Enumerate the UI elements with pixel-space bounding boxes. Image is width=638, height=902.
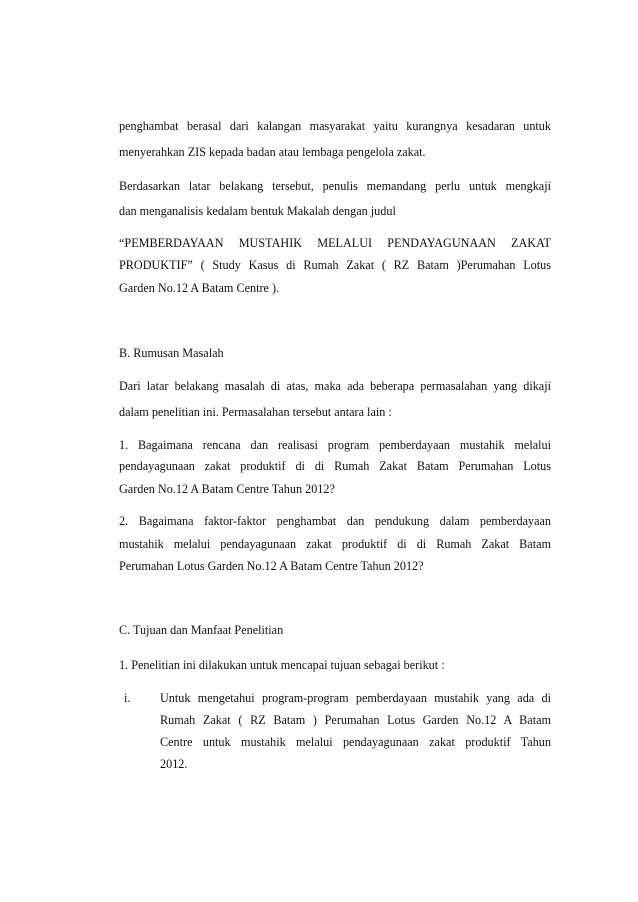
section-b-intro-line-2: dalam penelitian ini. Permasalahan tersebut antara lain : — [119, 405, 392, 419]
list-item-line-3: Centre untuk mustahik melalui pendayagunaan zakat produktif Tahun — [160, 735, 551, 749]
section-c-intro: 1. Penelitian ini dilakukan untuk mencapai tujuan sebagai berikut : — [119, 658, 445, 672]
list-item-line-2: Rumah Zakat ( RZ Batam ) Perumahan Lotus Garden No.12 A Batam — [160, 713, 551, 727]
list-item-line-4: 2012. — [160, 757, 188, 771]
paragraph-3-line-2: PRODUKTIF” ( Study Kasus di Rumah Zakat ( RZ Batam )Perumahan Lotus — [119, 258, 551, 272]
question-1-line-1: 1. Bagaimana rencana dan realisasi program pemberdayaan mustahik melalui — [119, 438, 551, 452]
paragraph-2-line-2: dan menganalisis kedalam bentuk Makalah dengan judul — [119, 204, 396, 218]
paragraph-3-line-1: “PEMBERDAYAAN MUSTAHIK MELALUI PENDAYAGUNAAN ZAKAT — [119, 236, 551, 250]
section-b-intro-line-1: Dari latar belakang masalah di atas, maka ada beberapa permasalahan yang dikaji — [119, 379, 551, 393]
paragraph-1-line-2: menyerahkan ZIS kepada badan atau lembaga pengelola zakat. — [119, 145, 426, 159]
question-2-line-2: mustahik melalui pendayagunaan zakat produktif di di Rumah Zakat Batam — [119, 537, 551, 551]
paragraph-3-line-3: Garden No.12 A Batam Centre ). — [119, 281, 280, 295]
section-b-heading: B. Rumusan Masalah — [119, 346, 224, 360]
paragraph-2-line-1: Berdasarkan latar belakang tersebut, penulis memandang perlu untuk mengkaji — [119, 179, 551, 193]
list-item-marker: i. — [124, 691, 131, 705]
list-item-line-1: Untuk mengetahui program-program pemberdayaan mustahik yang ada di — [160, 691, 551, 705]
question-2-line-3: Perumahan Lotus Garden No.12 A Batam Centre Tahun 2012? — [119, 559, 424, 573]
section-c-heading: C. Tujuan dan Manfaat Penelitian — [119, 623, 284, 637]
question-1-line-3: Garden No.12 A Batam Centre Tahun 2012? — [119, 482, 335, 496]
paragraph-1-line-1: penghambat berasal dari kalangan masyarakat yaitu kurangnya kesadaran untuk — [119, 119, 551, 133]
question-2-line-1: 2. Bagaimana faktor-faktor penghambat dan pendukung dalam pemberdayaan — [119, 514, 551, 528]
question-1-line-2: pendayagunaan zakat produktif di di Rumah Zakat Batam Perumahan Lotus — [119, 459, 551, 473]
